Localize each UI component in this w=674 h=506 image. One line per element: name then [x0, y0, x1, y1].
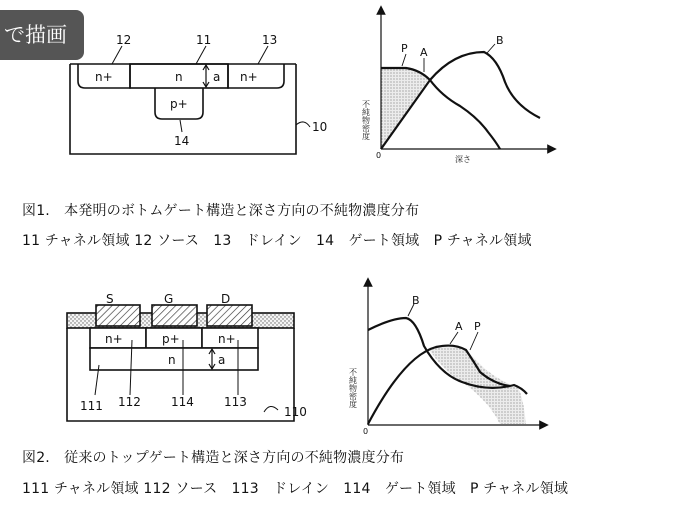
fig2-legend: 111 チャネル領域 112 ソース 113 ドレイン 114 ゲート領域 P チャネル領域 — [22, 481, 569, 497]
fig2-curve-B-label: B — [412, 294, 420, 307]
fig1-ylabel: 不純物密度 — [361, 100, 371, 140]
fig1-leader-10 — [296, 122, 310, 127]
fig1-label-14: 14 — [174, 134, 190, 148]
fig2-p-plus-text: p+ — [162, 332, 180, 346]
fig2-label-111: 111 — [80, 399, 103, 413]
fig1-shaded-region — [381, 68, 428, 149]
fig1-legend: 11 チャネル領域 12 ソース 13 ドレイン 14 ゲート領域 P チャネル領域 — [22, 233, 532, 249]
fig2-curve-A-label: A — [455, 320, 463, 333]
fig1-label-10: 10 — [312, 120, 328, 134]
fig1-curve-A-label: A — [420, 46, 428, 59]
fig1-p-plus-text: p+ — [170, 97, 188, 111]
fig1-leader-14 — [180, 120, 182, 132]
fig2-origin: 0 — [363, 427, 369, 436]
fig1-label-13: 13 — [262, 33, 278, 47]
fig1-leader-12 — [112, 46, 122, 64]
fig1-xlabel: 深さ — [455, 155, 471, 164]
fig2-S-label: S — [106, 292, 114, 306]
fig1-graph — [381, 10, 552, 149]
fig1-leader-13 — [258, 46, 268, 64]
fig2-n-text: n — [168, 353, 176, 367]
fig1-origin: 0 — [376, 151, 382, 160]
fig1-n-plus-left-text: n+ — [95, 70, 113, 84]
fig1-leader-11 — [196, 46, 206, 64]
fig1-n-text: n — [175, 70, 183, 84]
fig2-ylabel: 不純物密度 — [348, 368, 358, 408]
fig1-curve-B-label: B — [496, 34, 504, 47]
fig1-label-12: 12 — [116, 33, 132, 47]
fig2-source-electrode — [96, 305, 140, 326]
fig1-label-11: 11 — [196, 33, 212, 47]
fig2-graph — [368, 282, 544, 425]
fig2-drain-electrode — [207, 305, 252, 326]
fig2-n-plus-left-text: n+ — [105, 332, 123, 346]
fig1-n-plus-right-text: n+ — [240, 70, 258, 84]
fig1-curve-P-label: P — [401, 42, 408, 55]
fig2-label-113: 113 — [224, 395, 247, 409]
fig2-label-110: 110 — [284, 405, 307, 419]
fig2-label-112: 112 — [118, 395, 141, 409]
fig1-device — [70, 46, 310, 154]
fig2-caption: 図2. 従来のトップゲート構造と深さ方向の不純物濃度分布 — [22, 450, 405, 466]
fig2-gate-electrode — [152, 305, 197, 326]
fig2-a-text: a — [218, 353, 226, 367]
fig2-D-label: D — [221, 292, 231, 306]
draw-tool-badge[interactable]: で描画 — [0, 10, 84, 60]
fig1-caption: 図1. 本発明のボトムゲート構造と深さ方向の不純物濃度分布 — [22, 203, 420, 219]
fig2-G-label: G — [164, 292, 174, 306]
fig2-leader-110 — [264, 406, 278, 412]
fig1-a-text: a — [213, 70, 221, 84]
fig2-label-114: 114 — [171, 395, 194, 409]
fig2-curve-P-label: P — [474, 320, 481, 333]
fig2-n-plus-right-text: n+ — [218, 332, 236, 346]
